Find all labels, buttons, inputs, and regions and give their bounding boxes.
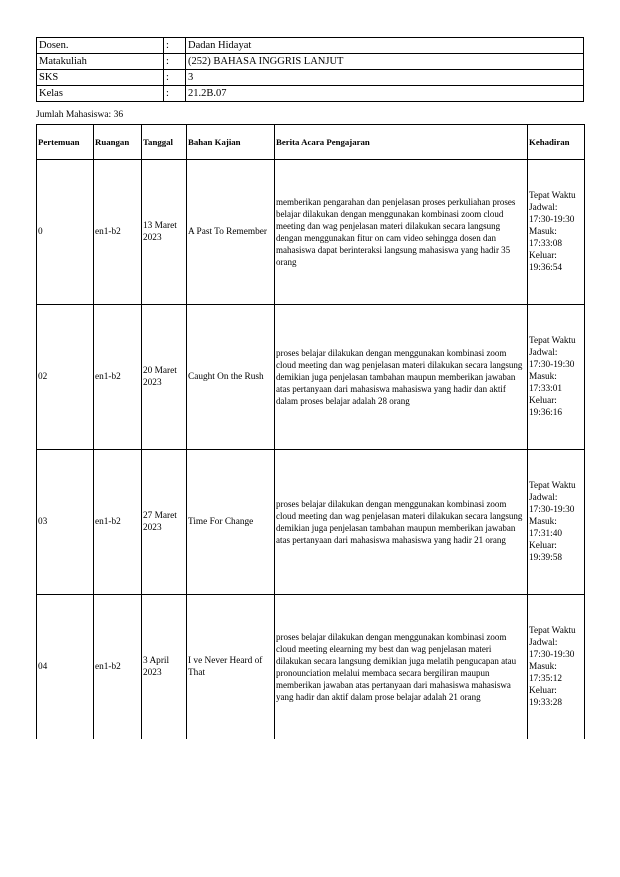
table-row <box>37 595 585 740</box>
cell-berita-acara: memberikan pengarahan dan penjelasan proses perkuliahan proses belajar dilakukan dengan menggunakan kombinasi zoom cloud meeting dan wag penjelasan materi dilakukan secara langsung dengan menggunakan fitur on cam video sehingga dosen dan mahasiswa dapat berinteraksi langsung mahasiswa yang hadir 35 orang <box>275 160 528 305</box>
cell-bahan-kajian: Time For Change <box>187 450 275 595</box>
attendance-table <box>36 124 585 739</box>
kelas-value: 21.2B.07 <box>186 86 584 102</box>
cell-ruangan: en1-b2 <box>94 160 142 305</box>
header-bahan-kajian: Bahan Kajian <box>187 125 275 160</box>
header-ruangan: Ruangan <box>94 125 142 160</box>
cell-pertemuan: 0 <box>37 160 94 305</box>
table-row <box>37 160 585 305</box>
cell-berita-acara: proses belajar dilakukan dengan menggunakan kombinasi zoom cloud meeting dan wag penjelasan materi dilakukan secara langsung demikian juga penjelasan tambahan maupun memberikan jawaban atas pertanyaan dari mahasiswa mahasiswa yang hadir dan aktif dalam proses belajar adalah 28 orang <box>275 305 528 450</box>
info-row-matakuliah <box>37 54 584 70</box>
course-info-table <box>36 37 584 102</box>
cell-kehadiran: Tepat Waktu Jadwal: 17:30-19:30 Masuk: 17:31:40 Keluar: 19:39:58 <box>528 450 585 595</box>
info-row-sks <box>37 70 584 86</box>
sks-label: SKS <box>37 70 164 86</box>
jumlah-mahasiswa: Jumlah Mahasiswa: 36 <box>36 110 124 120</box>
sks-value: 3 <box>186 70 584 86</box>
header-berita-acara: Berita Acara Pengajaran <box>275 125 528 160</box>
cell-bahan-kajian: A Past To Remember <box>187 160 275 305</box>
info-row-dosen <box>37 38 584 54</box>
dosen-value: Dadan Hidayat <box>186 38 584 54</box>
cell-tanggal: 13 Maret 2023 <box>142 160 187 305</box>
cell-ruangan: en1-b2 <box>94 305 142 450</box>
kelas-label: Kelas <box>37 86 164 102</box>
matakuliah-sep: : <box>164 54 186 70</box>
cell-kehadiran: Tepat Waktu Jadwal: 17:30-19:30 Masuk: 17:33:01 Keluar: 19:36:16 <box>528 305 585 450</box>
cell-tanggal: 20 Maret 2023 <box>142 305 187 450</box>
dosen-label: Dosen. <box>37 38 164 54</box>
table-header-row <box>37 125 585 160</box>
sks-sep: : <box>164 70 186 86</box>
matakuliah-value: (252) BAHASA INGGRIS LANJUT <box>186 54 584 70</box>
cell-berita-acara: proses belajar dilakukan dengan menggunakan kombinasi zoom cloud meeting dan wag penjelasan materi dilakukan secara langsung demikian juga penjelasan tambahan maupun memberikan jawaban atas pertanyaan dari mahasiswa mahasiswa yang hadir 21 orang <box>275 450 528 595</box>
table-row <box>37 305 585 450</box>
header-tanggal: Tanggal <box>142 125 187 160</box>
cell-kehadiran: Tepat Waktu Jadwal: 17:30-19:30 Masuk: 17:33:08 Keluar: 19:36:54 <box>528 160 585 305</box>
cell-kehadiran: Tepat Waktu Jadwal: 17:30-19:30 Masuk: 17:35:12 Keluar: 19:33:28 <box>528 595 585 740</box>
header-pertemuan: Pertemuan <box>37 125 94 160</box>
cell-pertemuan: 03 <box>37 450 94 595</box>
cell-bahan-kajian: Caught On the Rush <box>187 305 275 450</box>
cell-ruangan: en1-b2 <box>94 595 142 740</box>
cell-tanggal: 27 Maret 2023 <box>142 450 187 595</box>
kelas-sep: : <box>164 86 186 102</box>
info-row-kelas <box>37 86 584 102</box>
dosen-sep: : <box>164 38 186 54</box>
table-row <box>37 450 585 595</box>
cell-ruangan: en1-b2 <box>94 450 142 595</box>
cell-bahan-kajian: I ve Never Heard of That <box>187 595 275 740</box>
cell-tanggal: 3 April 2023 <box>142 595 187 740</box>
cell-pertemuan: 02 <box>37 305 94 450</box>
matakuliah-label: Matakuliah <box>37 54 164 70</box>
cell-berita-acara: proses belajar dilakukan dengan menggunakan kombinasi zoom cloud meeting elearning my best dan wag penjelasan materi dilakukan secara langsung demikian juga melatih pengucapan atau pronounciation melalui membaca secara bergiliran maupun memberikan jawaban atas pertanyaan dari mahasiswa mahasiswa yang hadir dan aktif dalam prose belajar adalah 21 orang <box>275 595 528 740</box>
header-kehadiran: Kehadiran <box>528 125 585 160</box>
cell-pertemuan: 04 <box>37 595 94 740</box>
